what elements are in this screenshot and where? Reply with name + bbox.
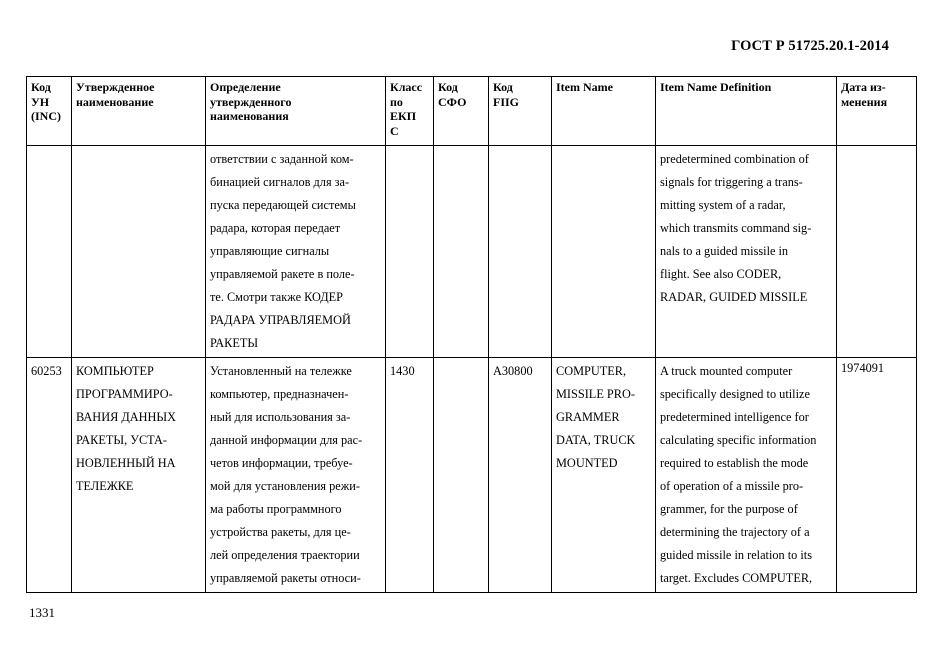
page-number: 1331: [29, 605, 55, 620]
document-identifier: ГОСТ Р 51725.20.1-2014: [731, 38, 889, 54]
cell-definition-ru: ответствии с заданной ком- бинацией сигналов для за- пуска передающей системы радара, которая передает управляющие сигналы управляемой ракете в поле- те. Смотри также КОДЕР РАДАРА УПРАВЛЯЕМОЙ РАКЕТЫ: [206, 146, 386, 358]
cell-inc: 60253: [27, 358, 72, 593]
cell-sfo: [434, 358, 489, 593]
cell-approved-name: КОМПЬЮТЕР ПРОГРАММИРО- ВАНИЯ ДАННЫХ РАКЕТЫ, УСТА- НОВЛЕННЫЙ НА ТЕЛЕЖКЕ: [72, 358, 206, 593]
cell-item-definition: A truck mounted computer specifically designed to utilize predetermined intelligence for calculating specific information required to establish the mode of operation of a missile pro- grammer, for the purpose of determining the trajectory of a guided missile in relation to its target. Excludes COMPUTER,: [656, 358, 837, 593]
header-row: [27, 77, 917, 146]
col-header-item-definition: Item Name Definition: [656, 77, 837, 146]
cell-class: [386, 146, 434, 358]
table-row: [27, 358, 917, 593]
col-header-class: Класс по ЕКП С: [386, 77, 434, 146]
cell-definition-ru: Установленный на тележке компьютер, предназначен- ный для использования за- данной информации для рас- четов информации, требуе- мой для установления режи- ма работы программного устройства ракеты, для це- лей определения траектории управляемой ракеты относи-: [206, 358, 386, 593]
cell-item-definition: predetermined combination of signals for triggering a trans- mitting system of a radar, which transmits command sig- nals to a guided missile in flight. See also CODER, RADAR, GUIDED MISSILE: [656, 146, 837, 358]
col-header-sfo: Код СФО: [434, 77, 489, 146]
cell-fiig: [489, 146, 552, 358]
table-row: [27, 146, 917, 358]
col-header-inc: Код УН (INC): [27, 77, 72, 146]
cell-class: 1430: [386, 358, 434, 593]
cell-fiig: A30800: [489, 358, 552, 593]
cell-item-name: COMPUTER, MISSILE PRO- GRAMMER DATA, TRUCK MOUNTED: [552, 358, 656, 593]
col-header-definition: Определение утвержденного наименования: [206, 77, 386, 146]
cell-approved-name: [72, 146, 206, 358]
col-header-change-date: Дата из- менения: [837, 77, 917, 146]
cell-change-date: 1974091: [837, 358, 917, 593]
col-header-fiig: Код FIIG: [489, 77, 552, 146]
col-header-item-name: Item Name: [552, 77, 656, 146]
cell-item-name: [552, 146, 656, 358]
cell-change-date: [837, 146, 917, 358]
col-header-approved-name: Утвержденное наименование: [72, 77, 206, 146]
cell-inc: [27, 146, 72, 358]
cell-sfo: [434, 146, 489, 358]
catalog-table: [26, 76, 917, 593]
